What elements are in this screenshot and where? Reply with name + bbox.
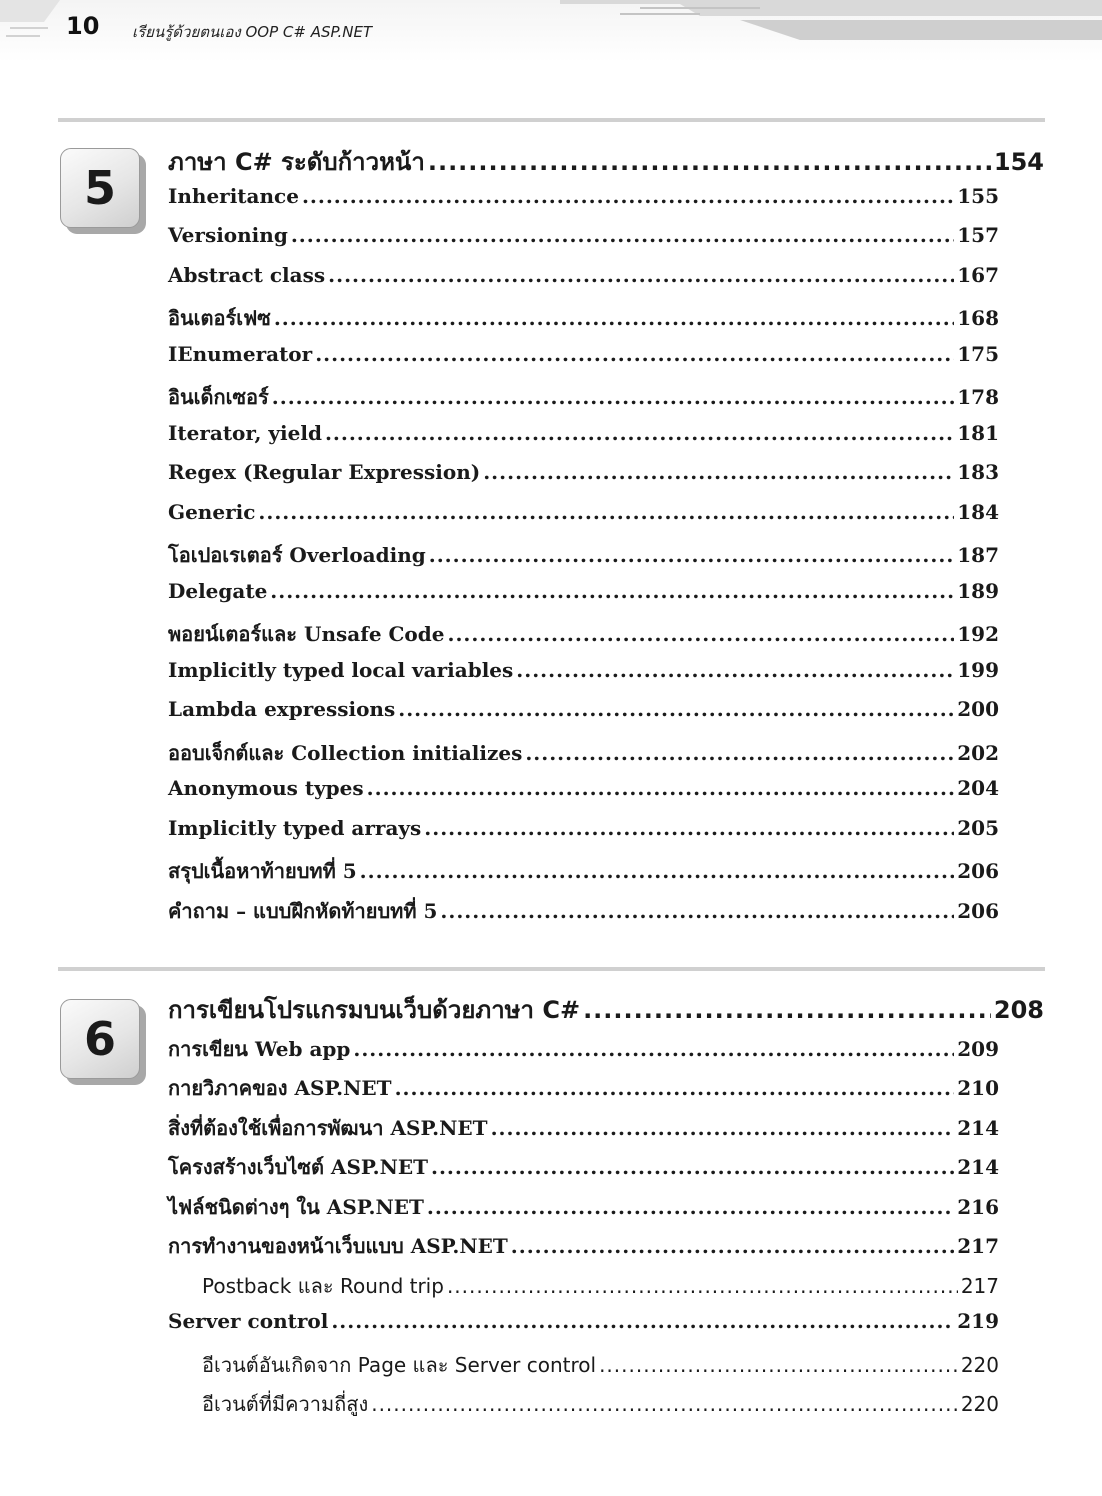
dot-leader [431,1155,954,1179]
entry-page: 202 [957,741,999,765]
entry-label: คำถาม – แบบฝึกหัดท้ายบทที่ 5 [168,899,438,923]
running-header [0,0,1102,62]
dot-leader [258,500,954,524]
entry-label: โครงสร้างเว็บไซต์ ASP.NET [168,1155,428,1179]
dot-leader [428,148,991,176]
toc-subentry[interactable] [202,1388,999,1418]
entry-page: 206 [957,859,999,883]
toc-entry[interactable] [168,895,999,925]
dot-leader [331,1309,954,1333]
toc-entry[interactable] [168,697,999,727]
toc-entry[interactable] [168,1033,999,1063]
entry-label: อินเด็กเซอร์ [168,385,269,409]
entry-label: Server control [168,1309,329,1333]
dot-leader [427,1195,954,1219]
dot-leader [360,859,955,883]
entry-page: 199 [957,658,999,682]
chapter-divider [58,967,1045,971]
dot-leader [325,421,954,445]
entry-page: 204 [957,776,999,800]
page-number: 10 [66,12,100,40]
dot-leader [328,263,954,287]
dot-leader [371,1392,958,1416]
toc-entry[interactable] [168,855,999,885]
entry-label: ไฟล์ชนิดต่างๆ ใน ASP.NET [168,1195,424,1219]
entry-page: 167 [957,263,999,287]
entry-label: อีเวนต์อันเกิดจาก Page และ Server control [202,1353,597,1377]
entry-page: 206 [957,899,999,923]
entry-label: การเขียน Web app [168,1037,351,1061]
entry-page: 187 [957,543,999,567]
toc-entry[interactable] [168,302,999,332]
entry-page: 209 [957,1037,999,1061]
dot-leader [270,579,954,603]
toc-entry[interactable] [168,342,999,372]
chapter-number-badge [60,999,146,1085]
dot-leader [429,543,955,567]
toc-entry[interactable] [168,1072,999,1102]
entry-page: 157 [957,223,999,247]
toc-entry[interactable] [168,1309,999,1339]
dot-leader [511,1234,954,1258]
dot-leader [440,899,954,923]
entry-page: 178 [957,385,999,409]
chapter-page: 208 [993,996,1044,1024]
toc-entry[interactable] [168,776,999,806]
entry-page: 181 [957,421,999,445]
chapter-title: ภาษา C# ระดับก้าวหน้า [168,148,425,176]
entry-label: IEnumerator [168,342,313,366]
dot-leader [525,741,954,765]
entry-page: 175 [957,342,999,366]
entry-label: Generic [168,500,256,524]
toc-subentry[interactable] [202,1349,999,1379]
entry-page: 217 [957,1234,999,1258]
dot-leader [516,658,954,682]
toc-entry[interactable] [168,1230,999,1260]
entry-label: Implicitly typed local variables [168,658,514,682]
entry-label: การทำงานของหน้าเว็บแบบ ASP.NET [168,1234,508,1258]
book-title: เรียนรู้ด้วยตนเอง OOP C# ASP.NET [132,23,373,41]
entry-page: 220 [960,1392,999,1416]
entry-label: Abstract class [168,263,326,287]
entry-page: 210 [957,1076,999,1100]
entry-page: 214 [957,1116,999,1140]
toc-entry[interactable] [168,737,999,767]
dot-leader [302,184,954,208]
entry-label: Implicitly typed arrays [168,816,422,840]
entry-page: 214 [957,1155,999,1179]
toc-entry[interactable] [168,460,999,490]
entry-label: Regex (Regular Expression) [168,460,481,484]
toc-entry[interactable] [168,579,999,609]
chapter-title-row[interactable] [168,142,1044,176]
entry-page: 155 [957,184,999,208]
entry-page: 189 [957,579,999,603]
dot-leader [291,223,954,247]
dot-leader [583,996,991,1024]
chapter-title: การเขียนโปรแกรมบนเว็บด้วยภาษา C# [168,996,581,1024]
toc-entry[interactable] [168,184,999,214]
entry-label: Delegate [168,579,268,603]
entry-label: Postback และ Round trip [202,1274,444,1298]
entry-page: 216 [957,1195,999,1219]
entry-page: 184 [957,500,999,524]
chapter-page: 154 [993,148,1044,176]
dot-leader [395,1076,955,1100]
dot-leader [367,776,955,800]
entry-label: Versioning [168,223,288,247]
chapter-number-badge [60,148,146,234]
entry-label: กายวิภาคของ ASP.NET [168,1076,392,1100]
dot-leader [272,385,954,409]
entry-page: 183 [957,460,999,484]
toc-entry[interactable] [168,539,999,569]
dot-leader [353,1037,954,1061]
dot-leader [491,1116,955,1140]
dot-leader [315,342,954,366]
toc-entry[interactable] [168,381,999,411]
entry-label: อินเตอร์เฟซ [168,306,271,330]
toc-entry[interactable] [168,223,999,253]
dot-leader [424,816,954,840]
entry-page: 220 [960,1353,999,1377]
entry-page: 192 [957,622,999,646]
chapter-divider [58,118,1045,122]
entry-page: 168 [957,306,999,330]
toc-entry[interactable] [168,658,999,688]
entry-page: 217 [960,1274,999,1298]
entry-label: พอยน์เตอร์และ Unsafe Code [168,622,445,646]
chapter-number: 6 [60,999,140,1079]
entry-label: Anonymous types [168,776,364,800]
dot-leader [398,697,954,721]
entry-page: 205 [957,816,999,840]
chapter-title-row[interactable] [168,990,1044,1024]
dot-leader [274,306,954,330]
toc-entry[interactable] [168,1151,999,1181]
entry-label: Lambda expressions [168,697,396,721]
toc-entry[interactable] [168,1112,999,1142]
entry-label: Inheritance [168,184,299,208]
toc-entry[interactable] [168,421,999,451]
dot-leader [483,460,954,484]
entry-page: 219 [957,1309,999,1333]
entry-page: 200 [957,697,999,721]
dot-leader [447,622,954,646]
toc-subentry[interactable] [202,1270,999,1300]
entry-label: Iterator, yield [168,421,322,445]
entry-label: สิ่งที่ต้องใช้เพื่อการพัฒนา ASP.NET [168,1116,488,1140]
toc-entry[interactable] [168,1191,999,1221]
dot-leader [447,1274,958,1298]
toc-entry[interactable] [168,618,999,648]
entry-label: อีเวนต์ที่มีความถี่สูง [202,1392,369,1416]
dot-leader [599,1353,958,1377]
chapter-number: 5 [60,148,140,228]
entry-label: สรุปเนื้อหาท้ายบทที่ 5 [168,859,357,883]
entry-label: ออบเจ็กต์และ Collection initializes [168,741,523,765]
entry-label: โอเปอเรเตอร์ Overloading [168,543,426,567]
toc-entry[interactable] [168,263,999,293]
toc-entry[interactable] [168,500,999,530]
toc-entry[interactable] [168,816,999,846]
